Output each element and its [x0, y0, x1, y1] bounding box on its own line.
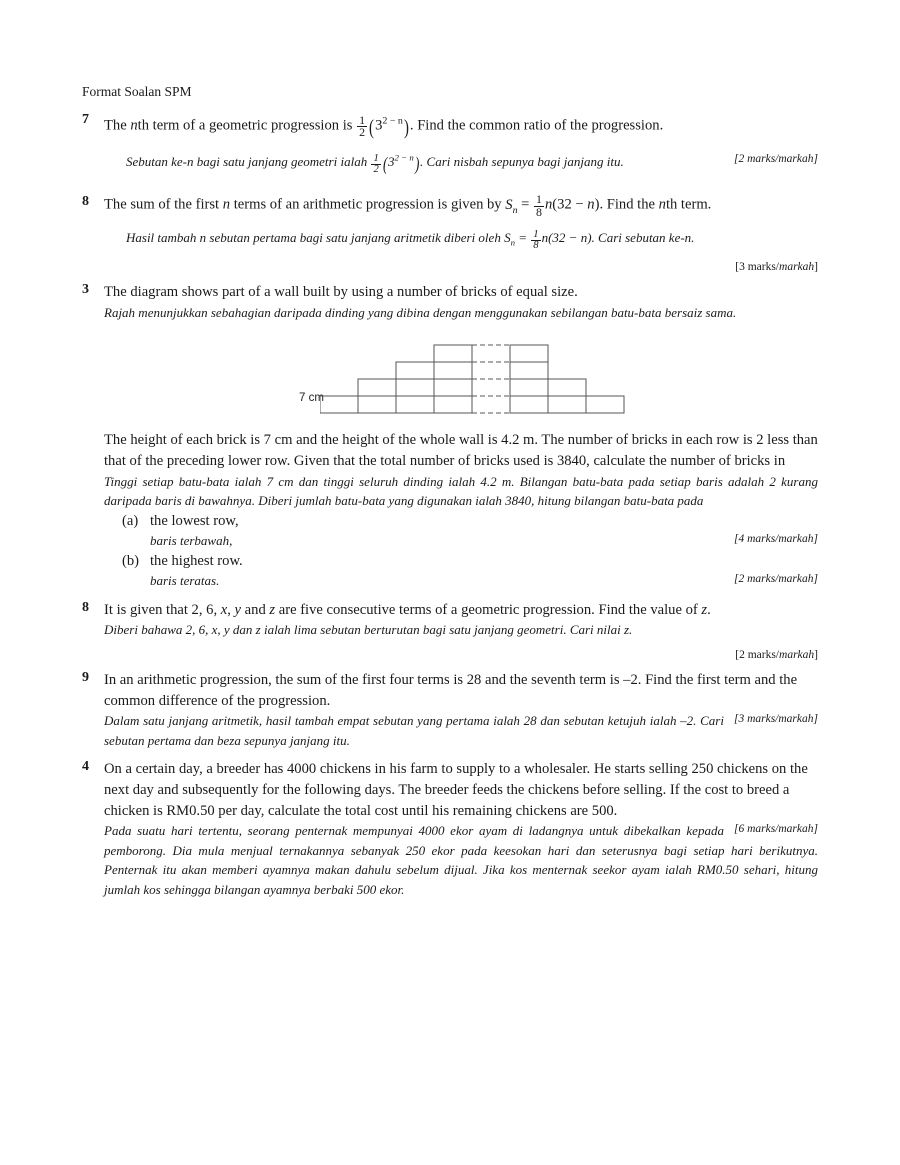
q7-var-n: n — [130, 117, 138, 134]
q8a-en-b: terms of an arithmetic progression is given by — [230, 196, 506, 213]
q8a-en-a: The sum of the first — [104, 196, 223, 213]
question-9 — [82, 670, 818, 750]
q7-frac-numerator: 1 — [359, 112, 366, 127]
part-a-marks — [734, 531, 818, 548]
q8a-marks-italic: markah — [779, 261, 815, 274]
q9-marks-italic: markah — [778, 713, 814, 726]
question-3-english-intro: The diagram shows part of a wall built by using a number of bricks of equal size. — [104, 284, 578, 301]
q9-marks-text: [3 marks/ — [733, 713, 779, 726]
question-3-part-a — [104, 511, 818, 551]
part-b-malay-row — [150, 571, 818, 591]
question-4 — [82, 759, 818, 899]
q9-marks — [734, 711, 818, 728]
left-paren: ( — [382, 153, 388, 175]
part-a-malay-row — [150, 531, 818, 551]
question-3-malay-intro: Rajah menunjukkan sebahagian daripada dinding yang dibina dengan menggunakan sebilangan batu-bata bersaiz sama. — [104, 304, 737, 320]
wall-diagram-svg — [320, 336, 626, 416]
question-8-malay — [104, 228, 818, 252]
spacer — [82, 750, 818, 759]
question-8gp-english — [104, 600, 818, 621]
q8a-fraction — [534, 194, 544, 219]
question-3-part-b — [104, 551, 818, 591]
q8b-var-z2: z — [701, 601, 708, 618]
q8b-marks — [104, 649, 818, 661]
q7-my-pre: Sebutan ke-n bagi satu janjang geometri ialah — [126, 153, 371, 169]
q8a-eq: = — [517, 196, 534, 213]
question-4-malay — [104, 821, 818, 899]
part-a-marks-end: ] — [813, 533, 818, 546]
question-9-malay — [104, 711, 818, 750]
question-3-body-malay: Tinggi setiap batu-bata ialah 7 cm dan tinggi seluruh dinding ialah 4.2 m. Bilangan batu-bata pada setiap baris adalah 2 kurang daripada baris di bawahnya. Diberi jumlah batu-bata yang digunakan ialah 3840, hitung bilangan batu-bata pada — [104, 473, 818, 509]
q8b-var-z: z — [269, 601, 276, 618]
question-number: 4 — [82, 759, 89, 775]
q7-en-pre: The — [104, 117, 131, 134]
q7-my-base: 3 — [388, 153, 395, 169]
q8b-en-a: It is given that 2, 6, — [104, 601, 221, 618]
brick-height-label: 7 cm — [299, 392, 324, 405]
q4-malay-text: Pada suatu hari tertentu, seorang penternak mempunyai 4000 ekor ayam di ladangnya untuk dibekalkan kepada pemborong. Dia mula menjual ternakannya sebanyak 250 ekor pada keesokan hari dan seterusnya bagi setiap hari berikutnya. Penternak itu akan memberi ayamnya makan dahulu sebelum dijual. Jika kos menternak seekor ayam ialah RM0.50 sehari, hitung jumlah kos sehingga bilangan ayamnya berbaki 500 ekor. — [104, 823, 818, 897]
q8a-var-n: n — [222, 196, 231, 213]
question-number: 3 — [82, 282, 89, 298]
question-9-english: In an arithmetic progression, the sum of the first four terms is 28 and the seventh term is –2. Find the first term and the common difference of the progression. — [104, 671, 798, 709]
q8a-en-c: . Find the — [599, 196, 659, 213]
wall-diagram — [320, 336, 626, 421]
part-b-marks — [734, 571, 818, 588]
q8b-marks-end: ] — [814, 648, 818, 661]
q8a-sn-label: S — [505, 196, 513, 213]
question-number: 8 — [82, 194, 89, 210]
q7-en-post: . Find the common ratio of the progression. — [409, 117, 664, 134]
q8a-my-frac-den: 8 — [533, 240, 539, 252]
q8a-frac-den: 8 — [536, 205, 542, 220]
q8a-n2: n — [545, 196, 553, 213]
q7-my-exponent: 2 − n — [394, 152, 414, 163]
q7-my-fraction — [371, 154, 380, 176]
q8a-tail: (32 − n) — [552, 196, 600, 213]
part-b-malay: baris teratas. — [150, 573, 220, 589]
q7-my-frac-den: 2 — [373, 164, 379, 176]
part-a-english: the lowest row, — [150, 512, 239, 529]
question-8-english — [104, 194, 818, 219]
page-content — [82, 84, 818, 899]
wall-diagram-container — [104, 336, 818, 422]
q8a-marks-text: [3 marks/ — [735, 261, 780, 274]
q8a-marks-end: ] — [814, 261, 818, 274]
question-3-wall — [82, 282, 818, 591]
spacer — [104, 142, 818, 151]
q8a-sn-sub: n — [512, 204, 518, 216]
question-8gp-malay: Diberi bahawa 2, 6, x, y dan z ialah lima sebutan berturutan bagi satu janjang geometri. Cari nilai z. — [104, 622, 633, 638]
q8a-sn — [505, 196, 518, 216]
right-paren: ) — [414, 153, 420, 175]
question-7 — [82, 112, 818, 179]
q8b-marks-text: [2 marks/ — [735, 648, 780, 661]
part-b-marks-text: [2 marks/ — [733, 573, 779, 586]
q4-marks — [734, 821, 818, 838]
question-3-body-english: The height of each brick is 7 cm and the height of the whole wall is 4.2 m. The number of bricks in each row is 2 less than that of the preceding lower row. Given that the total number of bricks used is 3840, calculate the number of bricks in — [104, 432, 818, 470]
q4-marks-italic: markah — [778, 823, 814, 836]
q8b-var-y: y — [234, 601, 242, 618]
question-7-malay — [104, 151, 818, 179]
q7-my-frac-num: 1 — [373, 152, 379, 164]
q8a-marks — [104, 261, 818, 273]
q8a-var-n3: n — [658, 196, 666, 213]
q8b-var-x: x — [220, 601, 228, 618]
q7-exponent: 2 − n — [382, 115, 403, 127]
q8b-en-e: . — [707, 601, 711, 618]
q7-en-mid: th term of a geometric progression is — [137, 117, 357, 134]
page-header-title: Format Soalan SPM — [82, 84, 192, 99]
part-a-marks-text: [4 marks/ — [733, 533, 779, 546]
spacer — [82, 661, 818, 670]
q8a-frac-num: 1 — [536, 192, 542, 207]
q4-marks-end: ] — [813, 823, 818, 836]
q8a-my-sn: $S_n$ = — [504, 230, 531, 248]
q7-my-post: . Cari nisbah sepunya bagi janjang itu. — [420, 153, 624, 169]
part-b-english: the highest row. — [150, 552, 243, 569]
question-8-gp — [82, 600, 818, 661]
part-a-marks-italic: markah — [778, 533, 814, 546]
right-paren: ) — [403, 114, 409, 139]
q7-marks — [734, 151, 818, 168]
spacer — [104, 219, 818, 228]
q8a-en-d: th term. — [665, 196, 712, 213]
q8a-my-pre: Hasil tambah n sebutan pertama bagi satu janjang aritmetik diberi oleh — [126, 230, 505, 246]
q7-marks-italic: markah — [778, 152, 814, 165]
part-b-marks-end: ] — [813, 573, 818, 586]
question-8-sum — [82, 194, 818, 273]
question-number: 9 — [82, 669, 89, 685]
q9-marks-end: ] — [813, 713, 818, 726]
q7-marks-end: ] — [813, 152, 818, 165]
q8a-my-post: (32 − n). Cari sebutan ke-n. — [548, 230, 695, 246]
question-7-english — [104, 112, 818, 142]
left-paren: ( — [369, 114, 375, 139]
question-number: 8 — [82, 599, 89, 615]
q8b-en-d: are five consecutive terms of a geometric progression. Find the value of — [275, 601, 702, 618]
question-number: 7 — [82, 111, 89, 127]
spacer — [82, 179, 818, 194]
q8a-my-frac-num: 1 — [533, 228, 539, 240]
wall-dashed-gap — [472, 345, 510, 413]
q4-marks-text: [6 marks/ — [733, 823, 779, 836]
q8b-en-c: and — [241, 601, 270, 618]
spacer — [104, 252, 818, 261]
spacer — [104, 640, 818, 649]
spacer — [82, 591, 818, 600]
q8b-en-b: , — [227, 601, 235, 618]
q9-malay-text: Dalam satu janjang aritmetik, hasil tambah empat sebutan yang pertama ialah 28 dan sebutan ketujuh ialah –2. Cari sebutan pertama dan beza sepunya janjang itu. — [104, 713, 724, 748]
spacer — [82, 273, 818, 282]
q8a-my-n: n — [541, 230, 549, 246]
q8b-marks-italic: markah — [779, 648, 815, 661]
q7-frac-denominator: 2 — [359, 125, 366, 140]
q7-fraction — [357, 112, 367, 140]
part-a-malay: baris terbawah, — [150, 533, 233, 549]
part-b-label: (b) — [122, 552, 140, 569]
q7-base: 3 — [375, 117, 383, 134]
question-4-english: On a certain day, a breeder has 4000 chickens in his farm to supply to a wholesaler. He starts selling 250 chickens on the next day and subsequently for the following days. The breeder feeds the chickens before selling. If the cost to breed a chicken is RM0.50 per day, calculate the total cost until his remaining chickens are 500. — [104, 761, 808, 819]
q7-marks-text: [2 marks/ — [733, 152, 779, 165]
part-a-label: (a) — [122, 512, 139, 529]
part-b-marks-italic: markah — [778, 573, 814, 586]
q8a-my-fraction — [531, 230, 540, 252]
